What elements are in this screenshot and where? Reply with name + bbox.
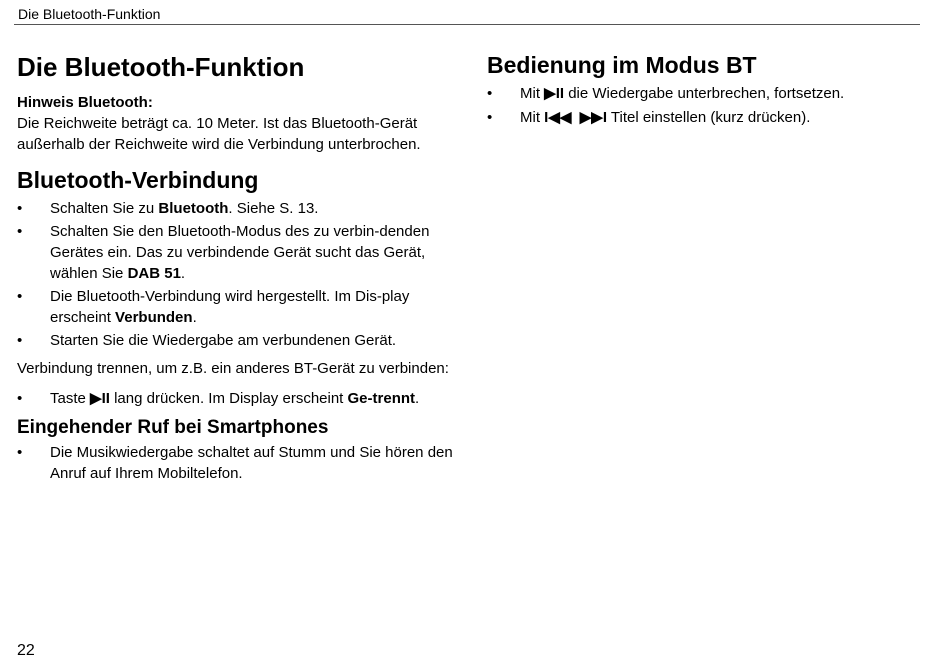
bt-mode-list xyxy=(487,83,917,128)
page-number: 22 xyxy=(17,642,35,659)
section-heading-bt-mode: Bedienung im Modus BT xyxy=(487,52,757,78)
list-item: • Mit ▶II die Wiedergabe unterbrechen, fortsetzen. xyxy=(487,85,845,102)
note-text: Die Reichweite beträgt ca. 10 Meter. Ist das Bluetooth-Gerät außerhalb der Reichweite wird die Verbindung unterbrochen. xyxy=(17,115,421,153)
list-item: • Mit I◀◀ ▶▶I Titel einstellen (kurz drücken). xyxy=(487,109,811,126)
bullet-icon: • xyxy=(17,223,23,240)
disconnect-steps-list xyxy=(17,388,457,409)
bullet-icon: • xyxy=(17,444,23,461)
right-column xyxy=(487,50,917,131)
list-item: • Starten Sie die Wiedergabe am verbundenen Gerät. xyxy=(17,332,397,349)
list-item: • Schalten Sie zu Bluetooth. Siehe S. 13. xyxy=(17,200,319,217)
note-title: Hinweis Bluetooth: xyxy=(17,94,153,111)
running-header: Die Bluetooth-Funktion xyxy=(18,6,161,22)
list-item: • Taste ▶II lang drücken. Im Display erscheint Ge-trennt. xyxy=(17,390,420,407)
list-item: • Die Musikwiedergabe schaltet auf Stumm und Sie hören den Anruf auf Ihrem Mobiltelefon. xyxy=(17,444,453,482)
bullet-icon: • xyxy=(17,288,23,305)
bullet-icon: • xyxy=(487,109,493,126)
bullet-icon: • xyxy=(487,85,493,102)
section-heading-incoming-call: Eingehender Ruf bei Smartphones xyxy=(17,417,329,438)
list-item: • Schalten Sie den Bluetooth-Modus des zu verbin-denden Gerätes ein. Das zu verbindende Gerät sucht das Gerät, wählen Sie DAB 51. xyxy=(17,223,430,282)
bullet-icon: • xyxy=(17,200,23,217)
left-column xyxy=(17,50,457,486)
connection-steps-list xyxy=(17,198,457,351)
skip-symbols: I◀◀ ▶▶I xyxy=(544,109,607,126)
bullet-icon: • xyxy=(17,332,23,349)
play-pause-symbol: ▶II xyxy=(544,85,565,102)
bullet-icon: • xyxy=(17,390,23,407)
play-pause-symbol: ▶II xyxy=(90,390,110,407)
incoming-call-list xyxy=(17,442,457,484)
page-title: Die Bluetooth-Funktion xyxy=(17,52,305,82)
section-heading-connection: Bluetooth-Verbindung xyxy=(17,167,259,193)
disconnect-intro: Verbindung trennen, um z.B. ein anderes BT-Gerät zu verbinden: xyxy=(17,360,449,377)
header-divider xyxy=(14,24,920,25)
list-item: • Die Bluetooth-Verbindung wird hergestellt. Im Dis-play erscheint Verbunden. xyxy=(17,288,410,326)
